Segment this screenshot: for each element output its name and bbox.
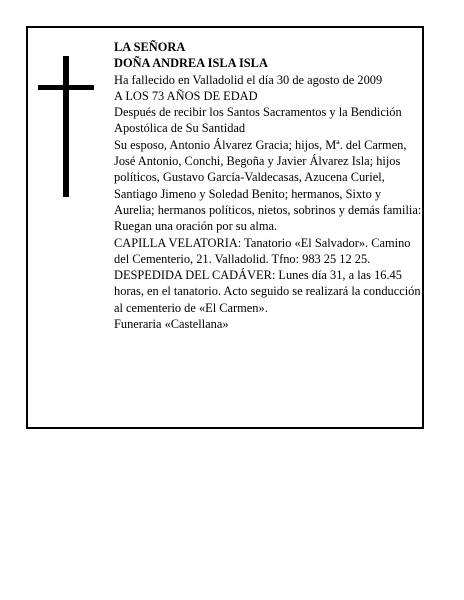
family-list: Su esposo, Antonio Álvarez Gracia; hijos, Mª. del Carmen, José Antonio, Conchi, Begoña y Javier Álvarez Isla; hijos políticos, Gustavo García-Valdecasas, Azucena Curiel, Santiago Jimeno y Soledad Benito; hermanos, Sixto y Aurelia; hermanos políticos, nietos, sobrinos y demás familia:: [114, 137, 422, 217]
age-statement: A LOS 73 AÑOS DE EDAD: [114, 88, 258, 103]
death-statement: Ha fallecido en Valladolid el día 30 de agosto de 2009: [114, 72, 383, 87]
funeral-home: Funeraria «Castellana»: [114, 317, 229, 332]
chapel-info: CAPILLA VELATORIA: Tanatorio «El Salvador». Camino del Cementerio, 21. Valladolid. Tfno: 983 25 12 25.: [114, 235, 411, 266]
prayer-request: Ruegan una oración por su alma.: [114, 219, 278, 234]
notice-body: [114, 39, 422, 332]
deceased-name: DOÑA ANDREA ISLA ISLA: [114, 56, 268, 71]
farewell-info: DESPEDIDA DEL CADÁVER: Lunes día 31, a las 16.45 horas, en el tanatorio. Acto seguido se realizará la conducción al cementerio de «El Carmen».: [114, 268, 421, 315]
cross-icon: [63, 56, 69, 197]
cross-icon-crossbar: [38, 85, 94, 90]
notice-title: LA SEÑORA: [114, 40, 186, 54]
sacraments-statement: Después de recibir los Santos Sacramentos y la Bendición Apostólica de Su Santidad: [114, 105, 402, 136]
